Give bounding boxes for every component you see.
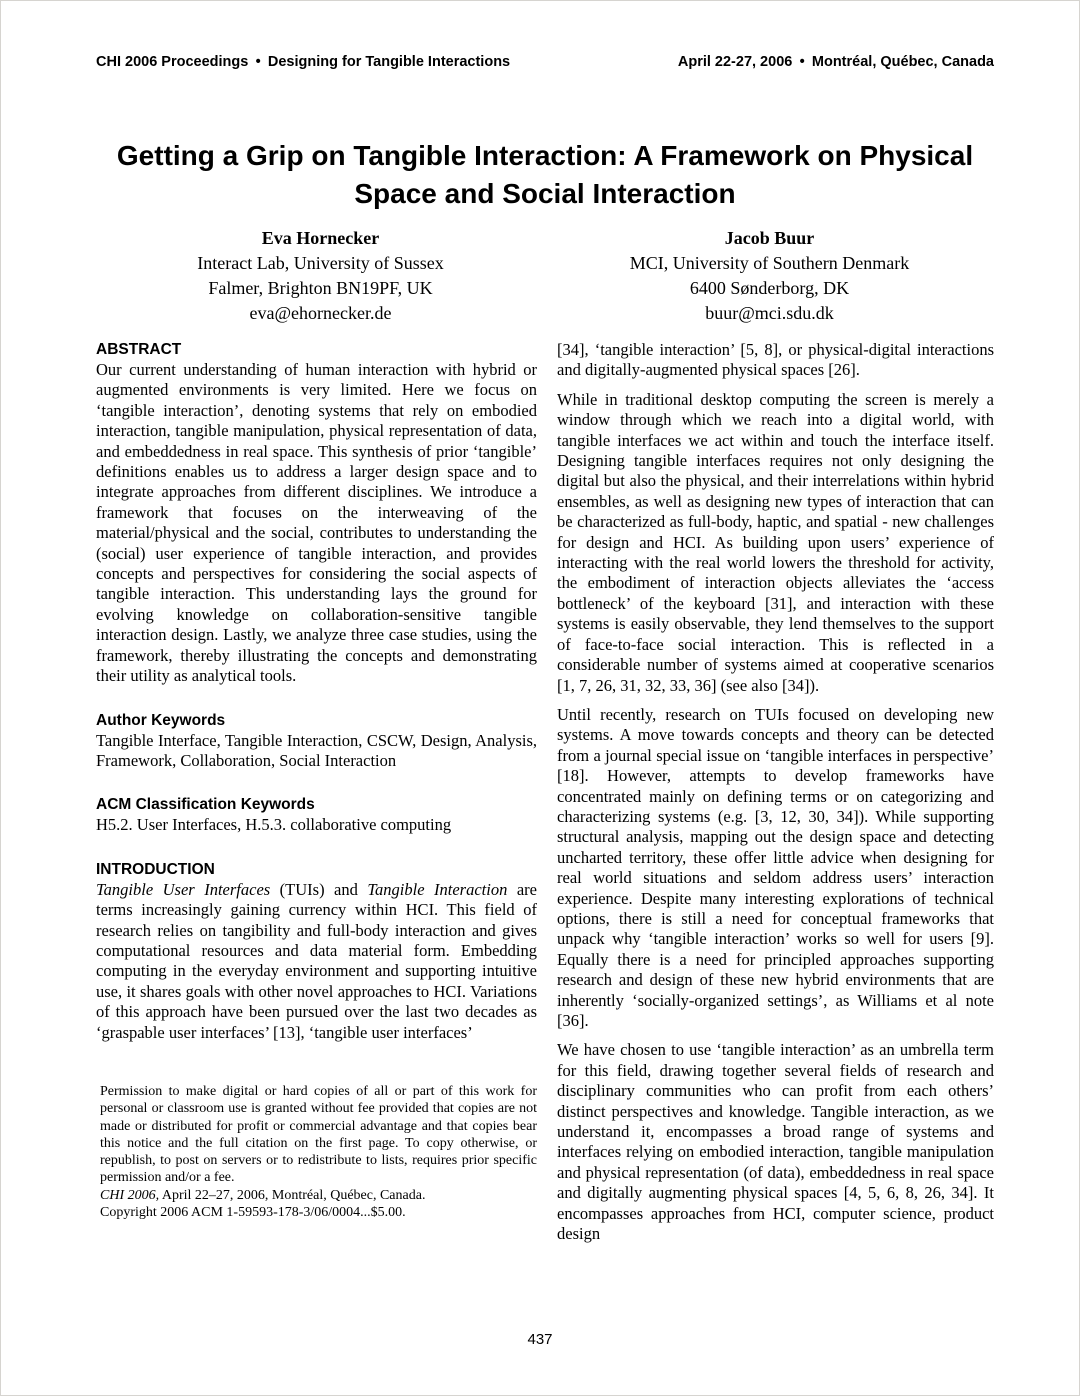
two-column-body xyxy=(96,340,994,1244)
author-1-email: eva@ehornecker.de xyxy=(249,303,392,323)
author-1-address: Falmer, Brighton BN19PF, UK xyxy=(208,278,433,298)
footnote-venue-line: CHI 2006, April 22–27, 2006, Montréal, Québec, Canada. xyxy=(100,1187,426,1203)
author-1-name: Eva Hornecker xyxy=(261,228,380,248)
author-2-email: buur@mci.sdu.dk xyxy=(705,303,834,323)
section-abstract xyxy=(96,340,537,687)
left-column xyxy=(96,340,537,1244)
section-author-keywords xyxy=(96,711,537,772)
abstract-heading: ABSTRACT xyxy=(96,341,182,358)
author-2 xyxy=(545,226,994,326)
acm-keywords-text: H5.2. User Interfaces, H.5.3. collaborative computing xyxy=(96,815,452,835)
right-column xyxy=(557,340,994,1244)
author-2-name: Jacob Buur xyxy=(724,228,815,248)
author-1-affiliation: Interact Lab, University of Sussex xyxy=(197,253,444,273)
author-keywords-heading: Author Keywords xyxy=(96,711,226,729)
section-acm-keywords xyxy=(96,795,537,835)
abstract-text: Our current understanding of human interaction with hybrid or augmented environments is very limited. Here we focus on ‘tangible interaction’, denoting systems that rely on embodied interaction, tangible manipulation, physical representation of data, and embeddedness in real space. This synthesis of prior ‘tangible’ definitions enables us to address a larger design space and to integrate approaches from different disciplines. We introduce a framework that focuses on the interweaving of the material/physical and the social, contributes to understanding the (social) user experience of tangible interaction, and provides concepts and perspectives for considering the social aspects of tangible interaction. This understanding lays the ground for evolving knowledge on collaboration-sensitive tangible interaction design. Lastly, we analyze three case studies, using the framework, thereby illustrating the concepts and demonstrating their utility as analytical tools. xyxy=(96,360,537,686)
author-block xyxy=(96,226,994,326)
section-introduction xyxy=(96,860,537,1043)
author-2-affiliation: MCI, University of Southern Denmark xyxy=(629,253,910,273)
body-paragraph: We have chosen to use ‘tangible interaction’ as an umbrella term for this field, drawing together several fields of research and disciplinary communities who can profit from each others’ distinct perspectives and knowledge. Tangible interaction, as we understand it, encompasses a broad range of systems and interfaces relying on embodied interaction, tangible manipulation and physical representation (of data), embeddedness in real space and digitally augmenting physical spaces [4, 5, 6, 8, 26, 34]. It encompasses approaches from HCI, computer science, product design xyxy=(557,1040,994,1244)
introduction-heading: INTRODUCTION xyxy=(96,860,215,878)
author-1 xyxy=(96,226,545,326)
footnote-copyright-line: Copyright 2006 ACM 1-59593-178-3/06/0004...$5.00. xyxy=(100,1205,406,1221)
copyright-footnote xyxy=(96,1083,537,1221)
paper-title: Getting a Grip on Tangible Interaction: A Framework on Physical Space and Social Interaction xyxy=(116,140,974,209)
page-number: 437 xyxy=(527,1331,553,1348)
header-venue-label: April 22-27, 2006 • Montréal, Québec, Canada xyxy=(677,54,994,70)
running-header xyxy=(96,53,994,71)
author-2-address: 6400 Sønderborg, DK xyxy=(689,278,850,298)
body-paragraph: While in traditional desktop computing the screen is merely a window through which we reach into a digital world, with tangible interfaces we act within and touch the interface itself. Designing tangible interfaces requires not only designing the digital but also the physical, and their interrelations within hybrid ensembles, as well as designing new types of interaction that can be characterized as full-body, haptic, and spatial - new challenges for design and HCI. As building upon users’ experience of interacting with the real world lowers the threshold for activity, the embodiment of interaction objects alleviates the ‘access bottleneck’ of the keyboard [31], and interaction with these systems is easily observable, they lend themselves to the support of face-to-face social interaction. This is reflected in a considerable number of systems aimed at cooperative scenarios [1, 7, 26, 31, 32, 33, 36] (see also [34]). xyxy=(557,389,994,695)
header-proceedings-label: CHI 2006 Proceedings • Designing for Tangible Interactions xyxy=(96,54,511,70)
permission-notice: Permission to make digital or hard copies of all or part of this work for personal or classroom use is granted without fee provided that copies are not made or distributed for profit or commercial advantage and that copies bear this notice and the full citation on the first page. To copy otherwise, or republish, to post on servers or to redistribute to lists, requires prior specific permission and/or a fee. xyxy=(100,1083,537,1186)
introduction-text: Tangible User Interfaces (TUIs) and Tangible Interaction are terms increasingly gaining currency within HCI. This field of research relies on tangibility and full-body interaction and gives computational resources and data material form. Embedding computing in the everyday environment and supporting intuitive use, it shares goals with other novel approaches to HCI. Variations of this approach have been pursued over the last two decades as ‘graspable user interfaces’ [13], ‘tangible user interfaces’ xyxy=(96,879,537,1042)
author-keywords-text: Tangible Interface, Tangible Interaction, CSCW, Design, Analysis, Framework, Collaboration, Social Interaction xyxy=(96,730,537,770)
acm-keywords-heading: ACM Classification Keywords xyxy=(96,796,315,814)
body-paragraph: Until recently, research on TUIs focused on developing new systems. A move towards concepts and theory can be detected from a journal special issue on ‘tangible interfaces in perspective’ [18]. However, attempts to develop frameworks have concentrated mainly on defining terms or on categorizing and characterizing systems (e.g. [3, 12, 30, 34]). While supporting structural analysis, mapping out the design space and detecting uncharted territory, these offer little advice when designing for real world situations and seldom address users’ interaction experience. Despite many interesting explorations of technical options, there is still a need for conceptual frameworks that unpack why ‘tangible interaction’ works so well for users [9]. Equally there is a need for principled approaches supporting research and design of these new hybrid environments that are inherently ‘socially-organized settings’, as Williams et al note [36]. xyxy=(557,704,994,1030)
body-paragraph: [34], ‘tangible interaction’ [5, 8], or physical-digital interactions and digitally-augmented physical spaces [26]. xyxy=(557,340,994,380)
